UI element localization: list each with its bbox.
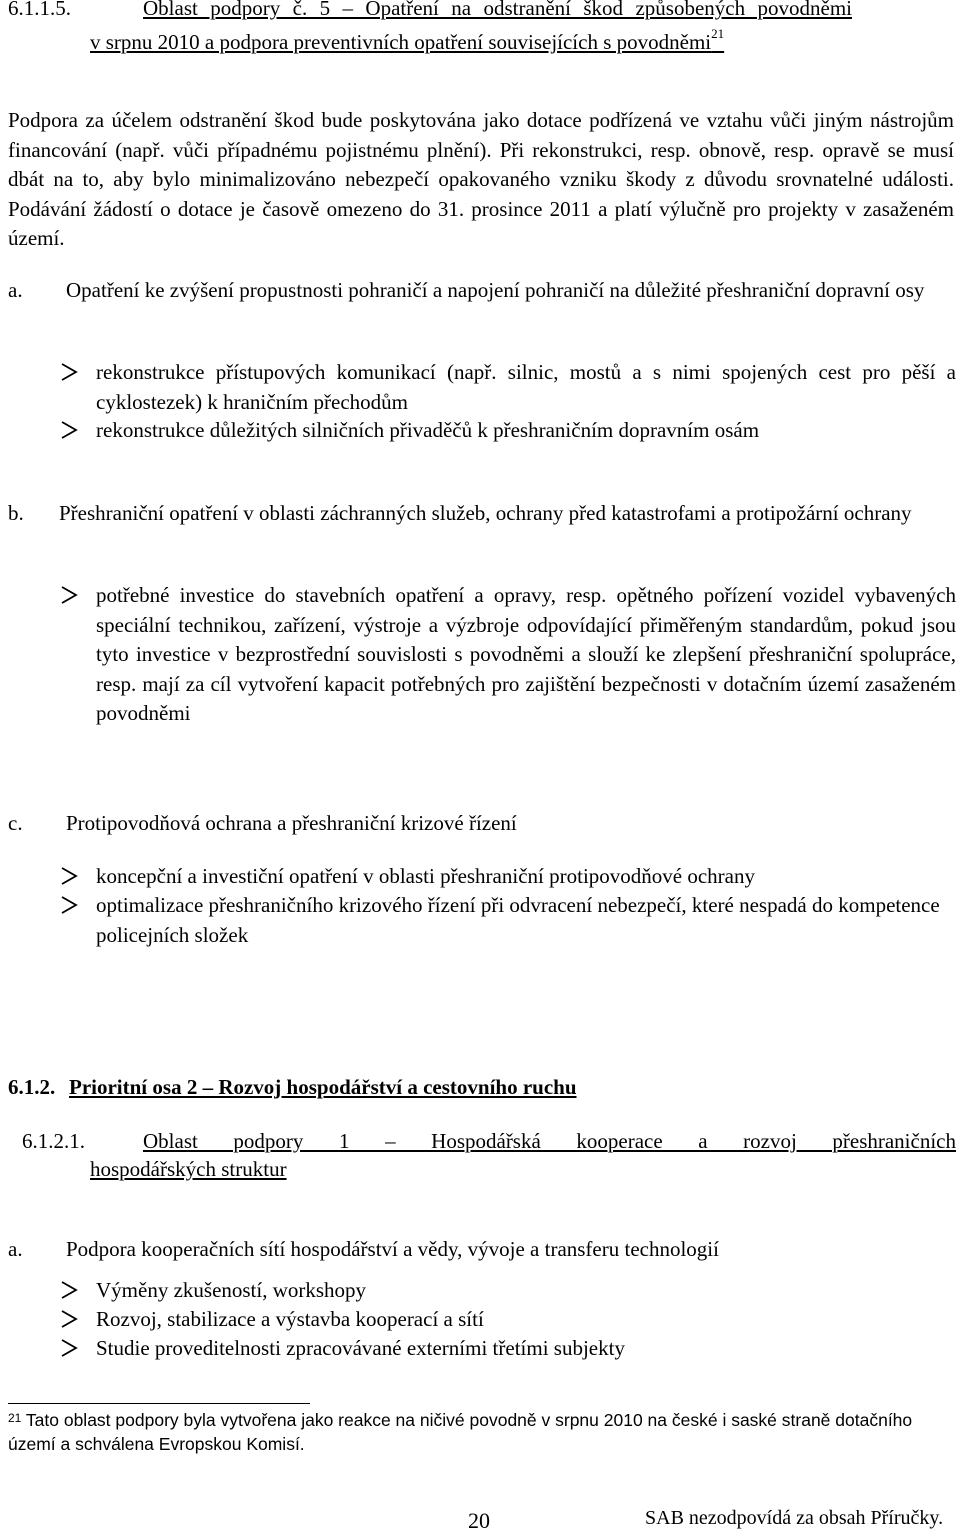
heading-6121-number: 6.1.2.1. xyxy=(22,1129,85,1153)
list-item-text: Výměny zkušeností, workshopy xyxy=(96,1278,367,1302)
footnote xyxy=(8,1408,954,1456)
section-a-title: Opatření ke zvýšení propustnosti pohraničí a napojení pohraničí na důležité přeshraniční dopravní osy xyxy=(66,278,925,302)
section-2a-title: Podpora kooperačních sítí hospodářství a vědy, vývoje a transferu technologií xyxy=(66,1237,719,1261)
section-c-letter: c. xyxy=(8,811,23,835)
list-item-text: optimalizace přeshraničního krizového řízení při odvracení nebezpečí, které nespadá do kompetence policejních složek xyxy=(96,893,940,947)
footnote-ref[interactable]: 21 xyxy=(711,26,725,41)
footer-disclaimer: SAB nezodpovídá za obsah Příručky. xyxy=(645,1507,944,1529)
heading-line-1: Oblast podpory č. 5 – Opatření na odstranění škod způsobených povodněmi xyxy=(143,0,852,20)
list-item-text: rekonstrukce důležitých silničních přivaděčů k přeshraničním dopravním osám xyxy=(96,418,760,442)
section-2a-letter: a. xyxy=(8,1237,23,1261)
footnote-divider xyxy=(8,1403,310,1404)
list-item-text: Studie proveditelnosti zpracovávané externími třetími subjekty xyxy=(96,1336,625,1360)
section-b-letter: b. xyxy=(8,501,24,525)
chevron-bullet-icon xyxy=(58,584,80,606)
footnote-text: Tato oblast podpory byla vytvořena jako reakce na ničivé povodně v srpnu 2010 na české i saské straně dotačního území a schválena Evropskou Komisí. xyxy=(8,1410,913,1454)
chevron-bullet-icon xyxy=(58,1279,80,1301)
heading-6121-line-1: Oblast podpory 1 – Hospodářská kooperace a rozvoj přeshraničních xyxy=(143,1129,956,1153)
chevron-bullet-icon xyxy=(58,865,80,887)
heading-line-2 xyxy=(90,22,850,58)
heading-612-title: Prioritní osa 2 – Rozvoj hospodářství a cestovního ruchu xyxy=(69,1075,577,1099)
list-item-text: potřebné investice do stavebních opatření a opravy, resp. opětného pořízení vozidel vybavených speciální technikou, zařízení, výstroje a výzbroje odpovídající přiměřeným standardům, pokud jsou tyto investice v bezprostřední souvislosti s povodněmi a slouží ke zlepšení přeshraniční spolupráce, resp. mají za cíl vytvoření kapacit potřebných pro zajištění bezpečnosti v dotačním území zasaženém povodněmi xyxy=(96,583,956,725)
list-item-text: koncepční a investiční opatření v oblasti přeshraniční protipovodňové ochrany xyxy=(96,864,755,888)
footnote-marker: 21 xyxy=(8,1411,22,1425)
chevron-bullet-icon xyxy=(58,1337,80,1359)
heading-number: 6.1.1.5. xyxy=(8,0,71,20)
chevron-bullet-icon xyxy=(58,361,80,383)
chevron-bullet-icon xyxy=(58,894,80,916)
section-a-letter: a. xyxy=(8,278,23,302)
list-item-text: rekonstrukce přístupových komunikací (např. silnic, mostů a s nimi spojených cest pro pěší a cyklostezek) k hraničním přechodům xyxy=(96,360,956,414)
section-b-title: Přeshraniční opatření v oblasti záchranných služeb, ochrany před katastrofami a protipožární ochrany xyxy=(59,501,912,525)
section-c-title: Protipovodňová ochrana a přeshraniční krizové řízení xyxy=(66,811,517,835)
heading-6121-line-2: hospodářských struktur xyxy=(90,1157,287,1181)
chevron-bullet-icon xyxy=(58,419,80,441)
heading-612-number: 6.1.2. xyxy=(8,1075,56,1099)
intro-paragraph: Podpora za účelem odstranění škod bude poskytována jako dotace podřízená ve vztahu vůči jiným nástrojům financování (např. vůči případnému pojistnému plnění). Při rekonstrukci, resp. obnově, resp. opravě se musí dbát na to, aby bylo minimalizováno nebezpečí opakovaného vzniku škody z důvodu srovnatelné události. Podávání žádostí o dotace je časově omezeno do 31. prosince 2011 a platí výlučně pro projekty v zasaženém území. xyxy=(8,108,954,250)
page-number: 20 xyxy=(468,1508,490,1533)
chevron-bullet-icon xyxy=(58,1308,80,1330)
list-item-text: Rozvoj, stabilizace a výstavba kooperací a sítí xyxy=(96,1307,484,1331)
heading-line-2-text: v srpnu 2010 a podpora preventivních opatření souvisejících s povodněmi xyxy=(90,30,712,54)
